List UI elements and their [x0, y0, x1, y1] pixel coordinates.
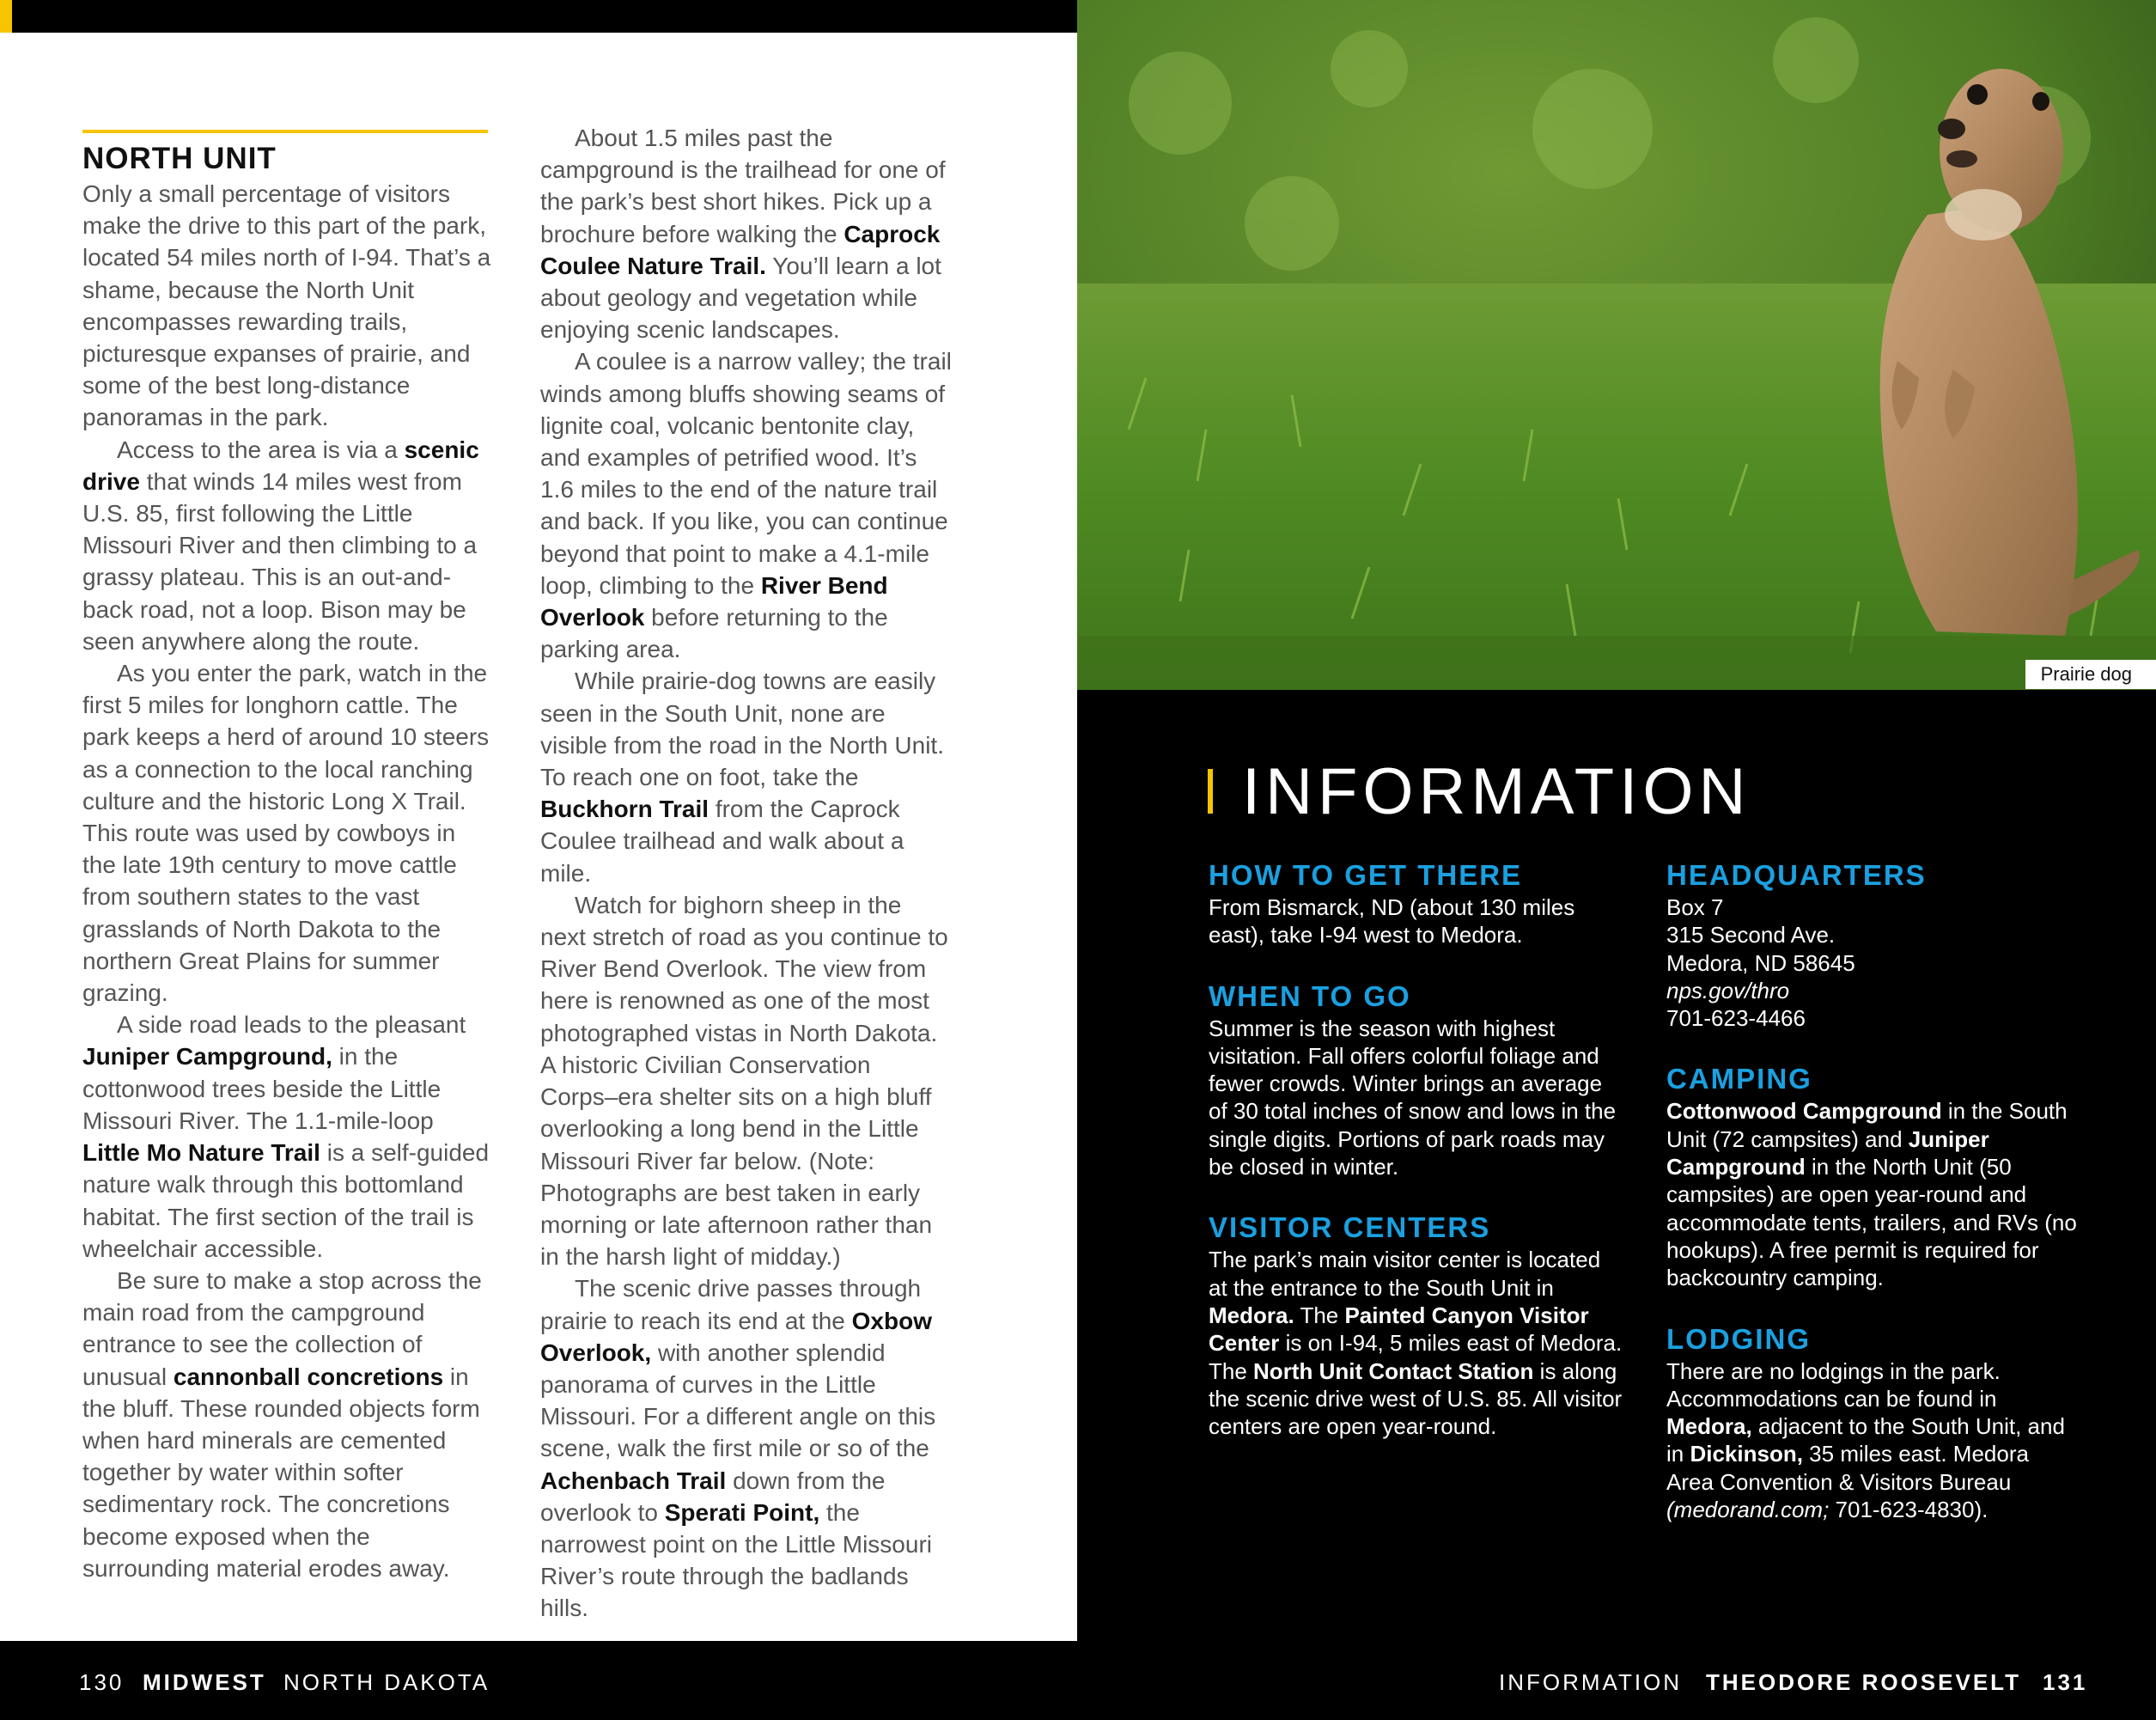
text-run: with another splendid panorama of curves in the Little Missouri. For a different angle on this scene, walk the first mile or so of the — [540, 1339, 936, 1462]
info-paragraph — [1666, 977, 2079, 1004]
text-run: While prairie-dog towns are easily seen in the South Unit, none are visible from the road in the North Unit. To reach one on foot, take the — [540, 668, 944, 791]
text-run: that winds 14 miles west from U.S. 85, first following the Little Missouri River and then climbing to a grassy plateau. This is an out-and-back road, not a loop. Bison may be seen anywhere along the route. — [82, 467, 478, 655]
running-head-right-subsection: THEODORE ROOSEVELT — [1706, 1669, 2021, 1695]
info-paragraph — [1666, 949, 2079, 977]
text-run: is along the scenic drive west of U.S. 85. All visitor centers are open year-round. — [1209, 1357, 1623, 1440]
body-paragraph — [82, 1009, 495, 1265]
text-run: in the North Unit (50 campsites) are open year-round and accommodate tents, trailers, and RVs (no hookups). A free permit is required for backcountry camping. — [1666, 1154, 2077, 1291]
text-run: From Bismarck, ND (about 130 miles east), take I-94 west to Medora. — [1209, 894, 1575, 948]
bold-term: Sperati Point, — [664, 1498, 820, 1526]
text-run: is on I-94, 5 miles east of Medora. The — [1209, 1330, 1623, 1384]
running-head-section: MIDWEST — [143, 1669, 266, 1695]
info-paragraph — [1209, 894, 1625, 949]
text-run: The park’s main visitor center is located at the entrance to the South Unit in — [1209, 1247, 1601, 1301]
info-block — [1209, 857, 1625, 949]
bold-term: Caprock Coulee Nature Trail. — [540, 220, 941, 279]
body-paragraph — [540, 1272, 953, 1624]
information-title-text: INFORMATION — [1242, 755, 1751, 828]
info-paragraph — [1666, 894, 2079, 921]
bold-term: cannonball concretions — [173, 1363, 444, 1390]
prairie-dog-photo — [1077, 0, 2156, 690]
info-paragraph — [1209, 1246, 1625, 1440]
info-heading: WHEN TO GO — [1209, 979, 1411, 1012]
info-heading: HEADQUARTERS — [1666, 859, 1927, 891]
text-run: adjacent to the South Unit, and in — [1666, 1413, 2065, 1467]
bold-term: Oxbow Overlook, — [540, 1307, 932, 1366]
text-run: A coulee is a narrow valley; the trail winds among bluffs showing seams of lignite coal, volcanic bentonite clay, and examples of petrified wood. It’s 1.6 miles to the end of the nature trail and back. If you like, you can continue beyond that point to make a 4.1-mile loop, climbing to the — [540, 348, 952, 599]
text-run: The scenic drive passes through prairie to reach its end at the — [540, 1275, 922, 1334]
italic-text: nps.gov/thro — [1666, 977, 1790, 1003]
photo-caption: Prairie dog — [2025, 660, 2156, 689]
bold-term: Juniper Campground — [1666, 1125, 1989, 1180]
info-block — [1666, 857, 2079, 1032]
top-black-bar — [0, 0, 1077, 33]
text-column-2 — [540, 122, 953, 1625]
info-heading: HOW TO GET THERE — [1209, 859, 1523, 891]
text-run: 701-623-4830). — [1829, 1497, 1989, 1523]
bold-term: Juniper Campground, — [82, 1043, 332, 1070]
column-1-body — [82, 178, 495, 1584]
information-title — [1206, 756, 1751, 828]
text-run: Watch for bighorn sheep in the next stretch of road as you continue to River Bend Overlook. The view from here is renowned as one of the most photographed vistas in North Dakota. A historic Civilian Conservation Corps–era shelter sits on a high bluff overlooking a long bend in the Little Missouri River far below. (Note: Photographs are best taken in early morning or late afternoon rather than in the harsh light of midday.) — [540, 891, 948, 1271]
info-column-1 — [1209, 857, 1625, 1469]
body-paragraph — [540, 122, 953, 345]
text-run: from the Caprock Coulee trailhead and walk about a mile. — [540, 796, 904, 887]
text-run: Be sure to make a stop across the main road from the campground entrance to see the collection of unusual — [82, 1266, 482, 1390]
info-column-2 — [1666, 857, 2079, 1552]
body-paragraph — [82, 1265, 495, 1584]
bold-term: Achenbach Trail — [540, 1467, 727, 1494]
text-run: 315 Second Ave. — [1666, 922, 1836, 948]
italic-text: (medorand.com; — [1666, 1497, 1830, 1523]
info-heading: CAMPING — [1666, 1063, 1812, 1095]
body-paragraph — [540, 345, 953, 665]
info-block — [1666, 1321, 2079, 1524]
text-run: There are no lodgings in the park. Accommodations can be found in — [1666, 1357, 2001, 1412]
bold-term: Cottonwood Campground — [1666, 1098, 1942, 1125]
info-paragraph — [1666, 921, 2079, 948]
running-head-subsection: NORTH DAKOTA — [283, 1669, 490, 1695]
body-paragraph — [82, 434, 495, 657]
left-page-body — [0, 33, 1077, 1641]
page-number-left: 130 — [79, 1669, 125, 1695]
yellow-edge-tab — [0, 0, 12, 33]
text-run: A side road leads to the pleasant — [117, 1011, 466, 1039]
bold-term: Little Mo Nature Trail — [82, 1139, 320, 1167]
text-run: is a self-guided nature walk through this bottomland habitat. The first section of the trail is wheelchair accessible. — [82, 1139, 490, 1262]
bold-term: Buckhorn Trail — [540, 796, 710, 823]
body-paragraph — [540, 889, 953, 1272]
text-run: in the bluff. These rounded objects form when hard minerals are cemented together by water within softer sedimentary rock. The concretions become exposed when the surrounding material erodes away. — [82, 1363, 480, 1582]
bold-term: North Unit Contact Station — [1253, 1357, 1534, 1384]
prairie-dog-illustration — [1077, 0, 2156, 690]
column-2-body — [540, 122, 953, 1625]
text-run: Only a small percentage of visitors make the drive to this part of the park, located 54 miles north of I-94. That’s a shame, because the North Unit encompasses rewarding trails, picturesque expanses of prairie, and some of the best long-distance panoramas in the park. — [82, 180, 491, 431]
text-run: the narrowest point on the Little Missouri River’s route through the badlands hills. — [540, 1498, 932, 1622]
text-column-1 — [82, 130, 495, 1584]
text-run: in the South Unit (72 campsites) and — [1666, 1098, 2068, 1152]
page-number-right: 131 — [2043, 1669, 2088, 1695]
text-run: You’ll learn a lot about geology and vegetation while enjoying scenic landscapes. — [540, 252, 941, 344]
bold-term: Medora. — [1209, 1302, 1294, 1328]
section-heading: NORTH UNIT — [82, 142, 277, 175]
bold-term: River Bend Overlook — [540, 571, 888, 631]
info-heading: LODGING — [1666, 1322, 1811, 1355]
left-footer — [0, 1641, 1077, 1720]
info-paragraph — [1666, 1004, 2079, 1032]
text-run: Access to the area is via a — [117, 436, 405, 463]
right-page — [1077, 0, 2156, 1720]
text-run: 701-623-4466 — [1666, 1005, 1806, 1032]
left-page — [0, 0, 1077, 1720]
heading-rule — [82, 130, 488, 133]
text-run: About 1.5 miles past the campground is the trailhead for one of the park’s best short hikes. Pick up a brochure before walking the — [540, 125, 946, 247]
text-run: Medora, ND 58645 — [1666, 949, 1855, 976]
bold-term: Dickinson, — [1690, 1441, 1803, 1467]
body-paragraph — [82, 178, 495, 434]
running-head-right-section: INFORMATION — [1499, 1669, 1683, 1695]
text-run: 35 miles east. Medora Area Convention & Visitors Bureau — [1666, 1441, 2029, 1495]
text-run: in the cottonwood trees beside the Little Missouri River. The 1.1-mile-loop — [82, 1043, 442, 1134]
text-run: Box 7 — [1666, 894, 1724, 920]
bold-term: Painted Canyon Visitor Center — [1209, 1302, 1589, 1357]
text-run: The — [1294, 1302, 1345, 1328]
info-paragraph — [1666, 1097, 2079, 1291]
body-paragraph — [540, 665, 953, 888]
text-run: Summer is the season with highest visitation. Fall offers colorful foliage and fewer crowds. Winter brings an average of 30 total inches of snow and lows in the single digits. Portions of park roads may be closed in winter. — [1209, 1015, 1617, 1180]
info-paragraph — [1209, 1015, 1625, 1181]
info-block — [1666, 1061, 2079, 1291]
info-paragraph — [1666, 1357, 2079, 1524]
text-run: before returning to the parking area. — [540, 604, 888, 663]
bold-term: scenic drive — [82, 436, 479, 495]
bold-term: Medora, — [1666, 1413, 1752, 1440]
text-run: As you enter the park, watch in the first 5 miles for longhorn cattle. The park keeps a herd of around 10 steers as a connection to the local ranching culture and the historic Long X Trail. This route was used by cowboys in the late 19th century to move cattle from southern states to the vast grasslands of North Dakota to the northern Great Plains for summer grazing. — [82, 660, 490, 1007]
text-run: down from the overlook to — [540, 1467, 886, 1526]
info-heading: VISITOR CENTERS — [1209, 1211, 1491, 1244]
info-block — [1209, 1210, 1625, 1440]
info-block — [1209, 979, 1625, 1181]
body-paragraph — [82, 657, 495, 1009]
